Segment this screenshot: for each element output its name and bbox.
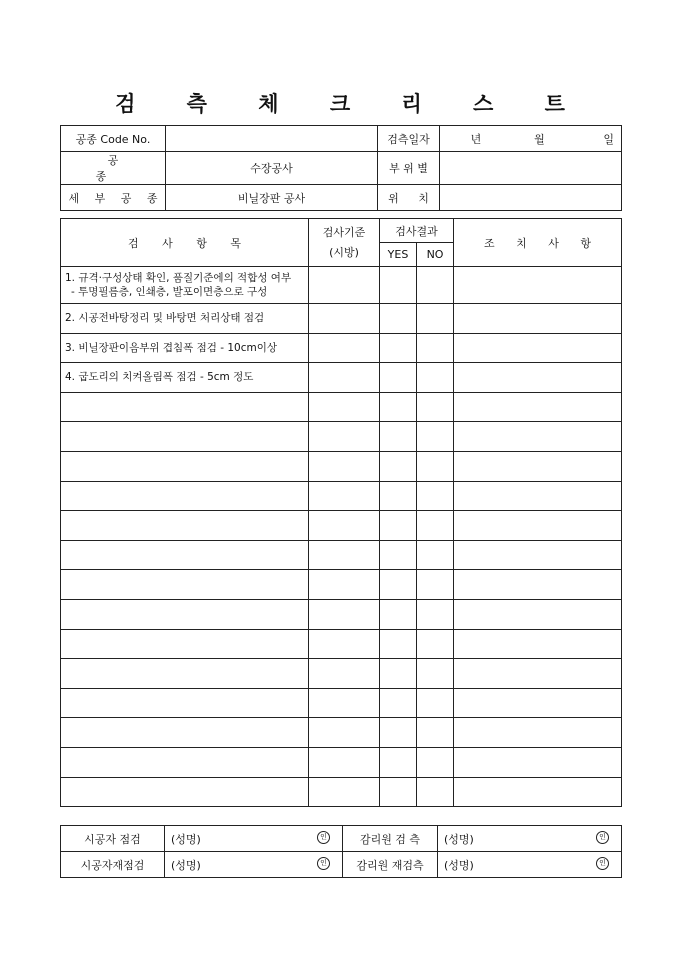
item-text: 2. 시공전바탕정리 및 바탕면 처리상태 점검 [65,312,265,325]
cell-action[interactable] [454,659,622,689]
cell-item [61,333,309,363]
col-header-item: 검 사 항 목 [61,219,309,267]
cell-yes[interactable] [380,718,417,748]
work-type-value[interactable]: 수장공사 [166,152,378,185]
cell-action[interactable] [454,777,622,807]
cell-yes[interactable] [380,688,417,718]
cell-item [61,451,309,481]
checklist-row [61,511,622,541]
cell-yes[interactable] [380,333,417,363]
cell-action[interactable] [454,363,622,393]
seal-icon: 인 [317,831,330,844]
col-header-action: 조 치 사 항 [454,219,622,267]
cell-yes[interactable] [380,481,417,511]
supervisor-recheck-label: 감리원 재검측 [343,852,438,878]
cell-no[interactable] [417,540,454,570]
cell-no[interactable] [417,718,454,748]
cell-standard[interactable] [309,267,380,304]
item-text: 3. 비닐장판이음부위 겹침폭 점검 - 10cm이상 [65,341,278,354]
cell-yes[interactable] [380,422,417,452]
cell-no[interactable] [417,451,454,481]
cell-no[interactable] [417,599,454,629]
cell-yes[interactable] [380,363,417,393]
date-year-label: 년 [470,132,482,146]
cell-action[interactable] [454,267,622,304]
checklist-row [61,688,622,718]
part-label: 부 위 별 [378,152,440,185]
detail-label: 세 부 공 종 [61,185,166,211]
col-header-yes: YES [380,243,417,267]
supervisor-recheck-sign[interactable] [438,852,622,878]
contractor-recheck-label: 시공자재점검 [61,852,165,878]
cell-action[interactable] [454,333,622,363]
contractor-check-sign[interactable] [165,826,343,852]
cell-no[interactable] [417,629,454,659]
checklist-row [61,333,622,363]
cell-standard[interactable] [309,363,380,393]
cell-yes[interactable] [380,267,417,304]
cell-standard[interactable] [309,777,380,807]
checklist-row [61,451,622,481]
cell-yes[interactable] [380,570,417,600]
cell-yes[interactable] [380,451,417,481]
checklist-row [61,777,622,807]
seal-icon: 인 [596,831,609,844]
checklist-row [61,599,622,629]
part-value[interactable] [440,152,622,185]
cell-no[interactable] [417,363,454,393]
cell-item [61,718,309,748]
col-header-standard-line1: 검사기준 [322,225,366,239]
cell-item [61,777,309,807]
cell-standard[interactable] [309,570,380,600]
cell-item [61,267,309,304]
cell-item [61,659,309,689]
name-placeholder: (성명) [444,858,474,872]
col-header-standard [309,219,380,267]
item-text: 4. 굽도리의 치켜올림폭 점검 - 5cm 정도 [65,371,254,384]
cell-standard[interactable] [309,511,380,541]
cell-yes[interactable] [380,540,417,570]
col-header-no: NO [417,243,454,267]
cell-action[interactable] [454,688,622,718]
cell-no[interactable] [417,511,454,541]
cell-action[interactable] [454,599,622,629]
checklist-row [61,422,622,452]
cell-action[interactable] [454,304,622,334]
checklist-row [61,363,622,393]
cell-standard[interactable] [309,392,380,422]
date-month-label: 월 [534,132,545,146]
cell-yes[interactable] [380,747,417,777]
signature-table [60,825,622,878]
name-placeholder: (성명) [171,858,201,872]
cell-standard[interactable] [309,481,380,511]
inspect-date-value[interactable] [440,126,622,152]
checklist-row [61,304,622,334]
checklist-row [61,718,622,748]
cell-no[interactable] [417,333,454,363]
cell-standard[interactable] [309,659,380,689]
cell-action[interactable] [454,747,622,777]
inspect-date-label: 검측일자 [378,126,440,152]
checklist-row [61,629,622,659]
name-placeholder: (성명) [444,832,474,846]
checklist-row [61,481,622,511]
checklist-row [61,392,622,422]
cell-action[interactable] [454,629,622,659]
cell-item [61,540,309,570]
contractor-recheck-sign[interactable] [165,852,343,878]
cell-action[interactable] [454,481,622,511]
cell-no[interactable] [417,570,454,600]
document-title: 검 측 체 크 리 스 트 [115,91,587,116]
item-text: 1. 규격·구성상태 확인, 품질기준에의 적합성 여부 [65,272,292,284]
cell-no[interactable] [417,481,454,511]
cell-standard[interactable] [309,304,380,334]
code-value[interactable] [166,126,378,152]
cell-item [61,599,309,629]
date-day-label: 일 [603,132,614,146]
cell-no[interactable] [417,747,454,777]
cell-no[interactable] [417,659,454,689]
supervisor-check-label: 감리원 검 측 [343,826,438,852]
cell-yes[interactable] [380,629,417,659]
cell-item [61,570,309,600]
cell-no[interactable] [417,777,454,807]
cell-no[interactable] [417,267,454,304]
cell-no[interactable] [417,392,454,422]
cell-standard[interactable] [309,451,380,481]
cell-action[interactable] [454,422,622,452]
cell-item [61,304,309,334]
cell-yes[interactable] [380,304,417,334]
supervisor-check-sign[interactable] [438,826,622,852]
cell-item [61,511,309,541]
cell-standard[interactable] [309,629,380,659]
cell-yes[interactable] [380,392,417,422]
cell-standard[interactable] [309,688,380,718]
col-header-standard-line2: (시방) [329,245,359,259]
cell-standard[interactable] [309,599,380,629]
cell-action[interactable] [454,540,622,570]
cell-action[interactable] [454,451,622,481]
cell-no[interactable] [417,422,454,452]
cell-action[interactable] [454,511,622,541]
cell-item [61,392,309,422]
cell-action[interactable] [454,392,622,422]
cell-standard[interactable] [309,422,380,452]
cell-standard[interactable] [309,747,380,777]
cell-standard[interactable] [309,333,380,363]
cell-yes[interactable] [380,511,417,541]
checklist-table [60,218,622,807]
cell-yes[interactable] [380,777,417,807]
cell-item [61,688,309,718]
cell-yes[interactable] [380,599,417,629]
detail-value[interactable]: 비닐장판 공사 [166,185,378,211]
location-value[interactable] [440,185,622,211]
checklist-row [61,659,622,689]
cell-item [61,481,309,511]
location-label: 위 치 [378,185,440,211]
cell-action[interactable] [454,718,622,748]
cell-item [61,747,309,777]
cell-standard[interactable] [309,540,380,570]
name-placeholder: (성명) [171,832,201,846]
cell-no[interactable] [417,688,454,718]
checklist-row [61,267,622,304]
seal-icon: 인 [317,857,330,870]
item-subtext: - 투명필름층, 인쇄층, 발포이면층으로 구성 [71,286,268,298]
seal-icon: 인 [596,857,609,870]
cell-item [61,422,309,452]
cell-yes[interactable] [380,659,417,689]
cell-standard[interactable] [309,718,380,748]
work-type-label: 공 종 [61,152,166,185]
col-header-result: 검사결과 [380,219,454,243]
contractor-check-label: 시공자 점검 [61,826,165,852]
cell-item [61,363,309,393]
checklist-row [61,747,622,777]
header-info-table [60,125,622,211]
checklist-row [61,540,622,570]
code-label: 공종 Code No. [61,126,166,152]
cell-item [61,629,309,659]
cell-no[interactable] [417,304,454,334]
checklist-row [61,570,622,600]
cell-action[interactable] [454,570,622,600]
